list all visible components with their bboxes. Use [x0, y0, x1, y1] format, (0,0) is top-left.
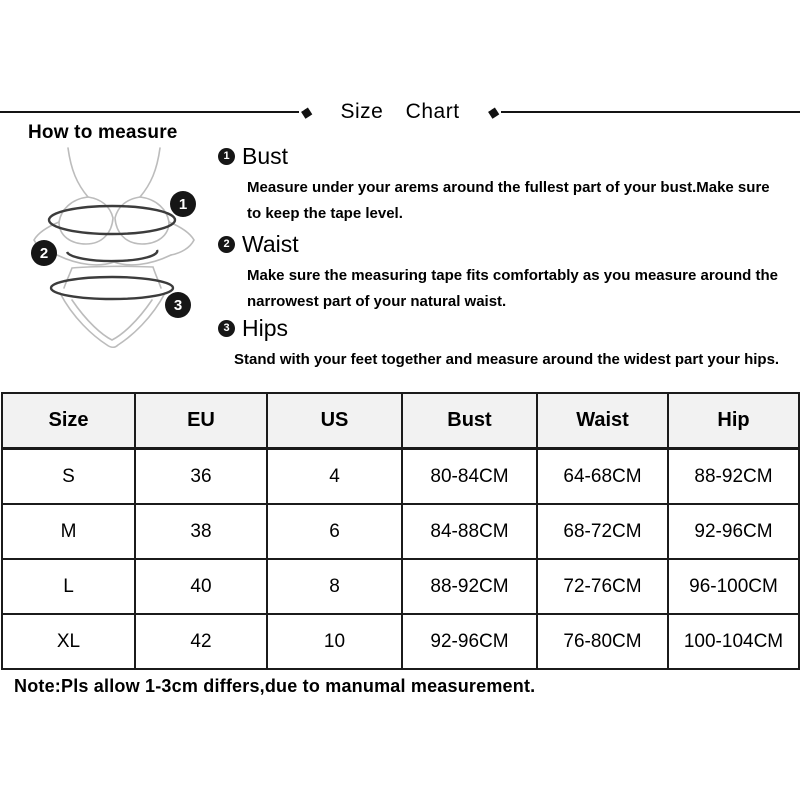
cell-hip-xl: 100-104CM — [668, 614, 799, 669]
how-to-measure-label: How to measure — [28, 122, 178, 143]
instruction-bust-title: Bust — [242, 143, 289, 169]
instruction-bust — [218, 144, 796, 227]
column-header-waist: Waist — [537, 393, 668, 449]
cell-size-xl: XL — [2, 614, 135, 669]
cell-size-s: S — [2, 449, 135, 505]
cell-size-m: M — [2, 504, 135, 559]
instruction-hips-text — [218, 347, 796, 373]
title-rule-left — [0, 111, 299, 113]
left-cup-outline — [59, 197, 113, 244]
bottom-leg-lines — [72, 300, 152, 340]
instruction-waist-line1: Make sure the measuring tape fits comfortably as you measure around the — [247, 267, 778, 284]
instruction-waist-heading — [218, 232, 796, 256]
cell-us-m: 6 — [267, 504, 402, 559]
cell-eu-l: 40 — [135, 559, 267, 614]
instruction-bust-line2: to keep the tape level. — [247, 205, 403, 222]
instruction-bust-line1: Measure under your arems around the fullest part of your bust.Make sure — [247, 179, 770, 196]
cell-hip-m: 92-96CM — [668, 504, 799, 559]
column-header-hip: Hip — [668, 393, 799, 449]
hip-marker-number: 3 — [173, 297, 183, 314]
cell-size-l: L — [2, 559, 135, 614]
cell-us-s: 4 — [267, 449, 402, 505]
bikini-measurement-diagram — [25, 140, 220, 375]
cell-eu-s: 36 — [135, 449, 267, 505]
column-header-us: US — [267, 393, 402, 449]
bust-marker-number: 1 — [178, 196, 188, 213]
instruction-waist-line2: narrowest part of your natural waist. — [247, 293, 507, 310]
cell-waist-xl: 76-80CM — [537, 614, 668, 669]
left-strap-line — [68, 148, 88, 197]
waist-tape-line — [67, 250, 157, 261]
instruction-hips-title: Hips — [242, 315, 289, 341]
size-table-header-row — [2, 393, 799, 449]
table-row-m — [2, 504, 799, 559]
table-row-s — [2, 449, 799, 505]
column-header-bust: Bust — [402, 393, 537, 449]
page-title: Size Chart — [340, 100, 460, 123]
number-2-badge: 2 — [218, 236, 235, 253]
column-header-eu: EU — [135, 393, 267, 449]
cell-eu-xl: 42 — [135, 614, 267, 669]
table-row-xl — [2, 614, 799, 669]
instruction-waist-text — [218, 263, 796, 315]
measurement-note: Note:Pls allow 1-3cm differs,due to manumal measurement. — [14, 676, 536, 696]
right-cup-outline — [115, 197, 169, 244]
hip-tape-line — [51, 277, 173, 299]
cell-waist-m: 68-72CM — [537, 504, 668, 559]
cell-us-l: 8 — [267, 559, 402, 614]
number-1-badge: 1 — [218, 148, 235, 165]
waist-marker-number: 2 — [39, 245, 49, 262]
size-table — [1, 392, 800, 670]
instruction-hips — [218, 316, 796, 373]
cell-bust-m: 84-88CM — [402, 504, 537, 559]
right-strap-line — [140, 148, 160, 197]
right-wing-outline — [169, 222, 194, 255]
instruction-bust-heading — [218, 144, 796, 168]
instruction-waist — [218, 232, 796, 315]
instruction-hips-line1: Stand with your feet together and measure around the widest part your hips. — [234, 351, 780, 368]
diamond-icon: ◆ — [485, 102, 501, 122]
instruction-bust-text — [218, 175, 796, 227]
diamond-icon: ◆ — [299, 102, 315, 122]
instruction-hips-heading — [218, 316, 796, 340]
title-rule-right — [501, 111, 800, 113]
cell-waist-l: 72-76CM — [537, 559, 668, 614]
cell-hip-s: 88-92CM — [668, 449, 799, 505]
cell-us-xl: 10 — [267, 614, 402, 669]
cell-bust-s: 80-84CM — [402, 449, 537, 505]
column-header-size: Size — [2, 393, 135, 449]
table-row-l — [2, 559, 799, 614]
cell-waist-s: 64-68CM — [537, 449, 668, 505]
number-3-badge: 3 — [218, 320, 235, 337]
cell-bust-l: 88-92CM — [402, 559, 537, 614]
cell-hip-l: 96-100CM — [668, 559, 799, 614]
cell-bust-xl: 92-96CM — [402, 614, 537, 669]
instruction-waist-title: Waist — [242, 231, 299, 257]
cell-eu-m: 38 — [135, 504, 267, 559]
